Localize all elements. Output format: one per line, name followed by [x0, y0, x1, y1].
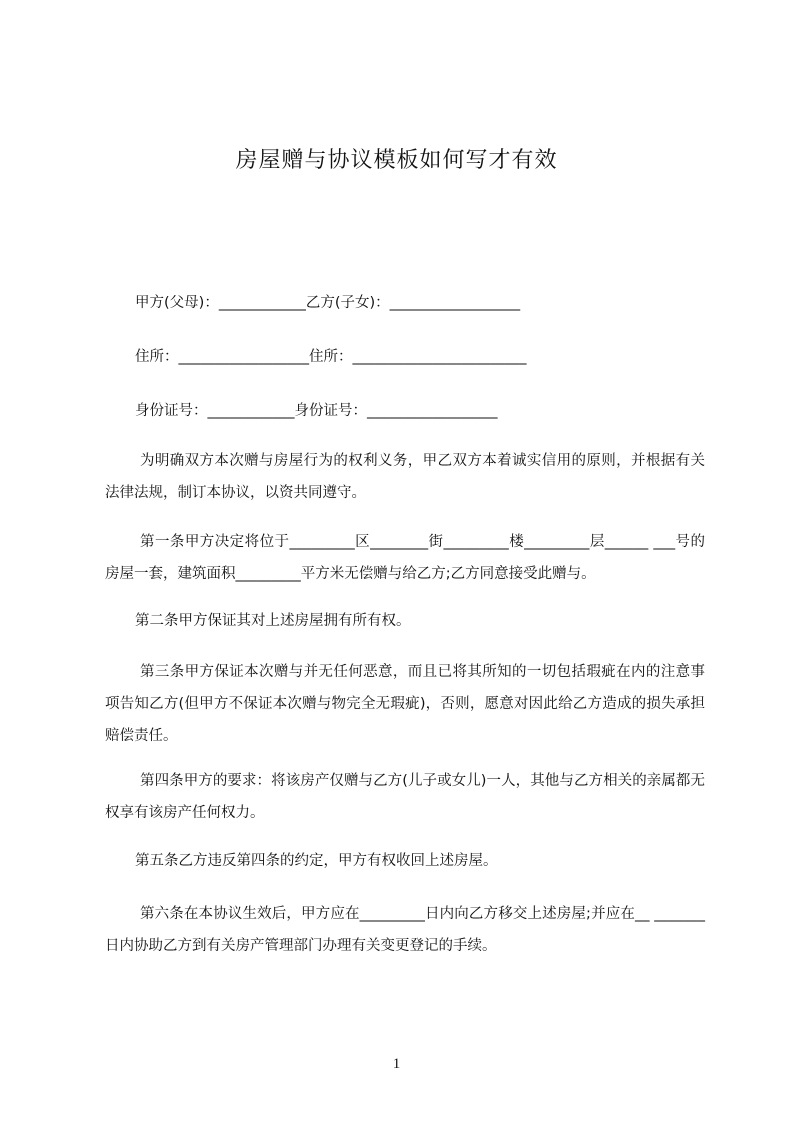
page-number: 1 [392, 1056, 401, 1072]
article-5-paragraph: 第五条乙方违反第四条的约定，甲方有权收回上述房屋。 [135, 853, 498, 869]
address-field-line: 住所：__________________住所：________________________ [135, 349, 527, 365]
party-field-line: 甲方(父母)：____________乙方(子女)：__________________ [135, 295, 521, 311]
id-number-field-line: 身份证号：____________身份证号：__________________ [135, 403, 498, 419]
intro-paragraph: 为明确双方本次赠与房屋行为的权利义务，甲乙双方本着诚实信用的原则，并根据有关法律法规，制订本协议，以资共同遵守。 [105, 453, 705, 501]
document-title: 房屋赠与协议模板如何写才有效 [235, 148, 558, 173]
article-2-paragraph: 第二条甲方保证其对上述房屋拥有所有权。 [135, 613, 411, 629]
article-3-paragraph: 第三条甲方保证本次赠与并无任何恶意，而且已将其所知的一切包括瑕疵在内的注意事项告知乙方(但甲方不保证本次赠与物完全无瑕疵)，否则，愿意对因此给乙方造成的损失承担赔偿责任。 [105, 664, 705, 744]
article-1-paragraph: 第一条甲方决定将位于_________区________街_________楼_________层______ ___号的房屋一套，建筑面积_________平方米无偿赠与给乙方;乙方同意接受此赠与。 [105, 534, 705, 582]
article-4-paragraph: 第四条甲方的要求：将该房产仅赠与乙方(儿子或女儿)一人，其他与乙方相关的亲属都无权享有该房产任何权力。 [105, 773, 705, 821]
article-6-paragraph: 第六条在本协议生效后，甲方应在_________日内向乙方移交上述房屋;并应在__ _______日内协助乙方到有关房产管理部门办理有关变更登记的手续。 [105, 906, 705, 954]
